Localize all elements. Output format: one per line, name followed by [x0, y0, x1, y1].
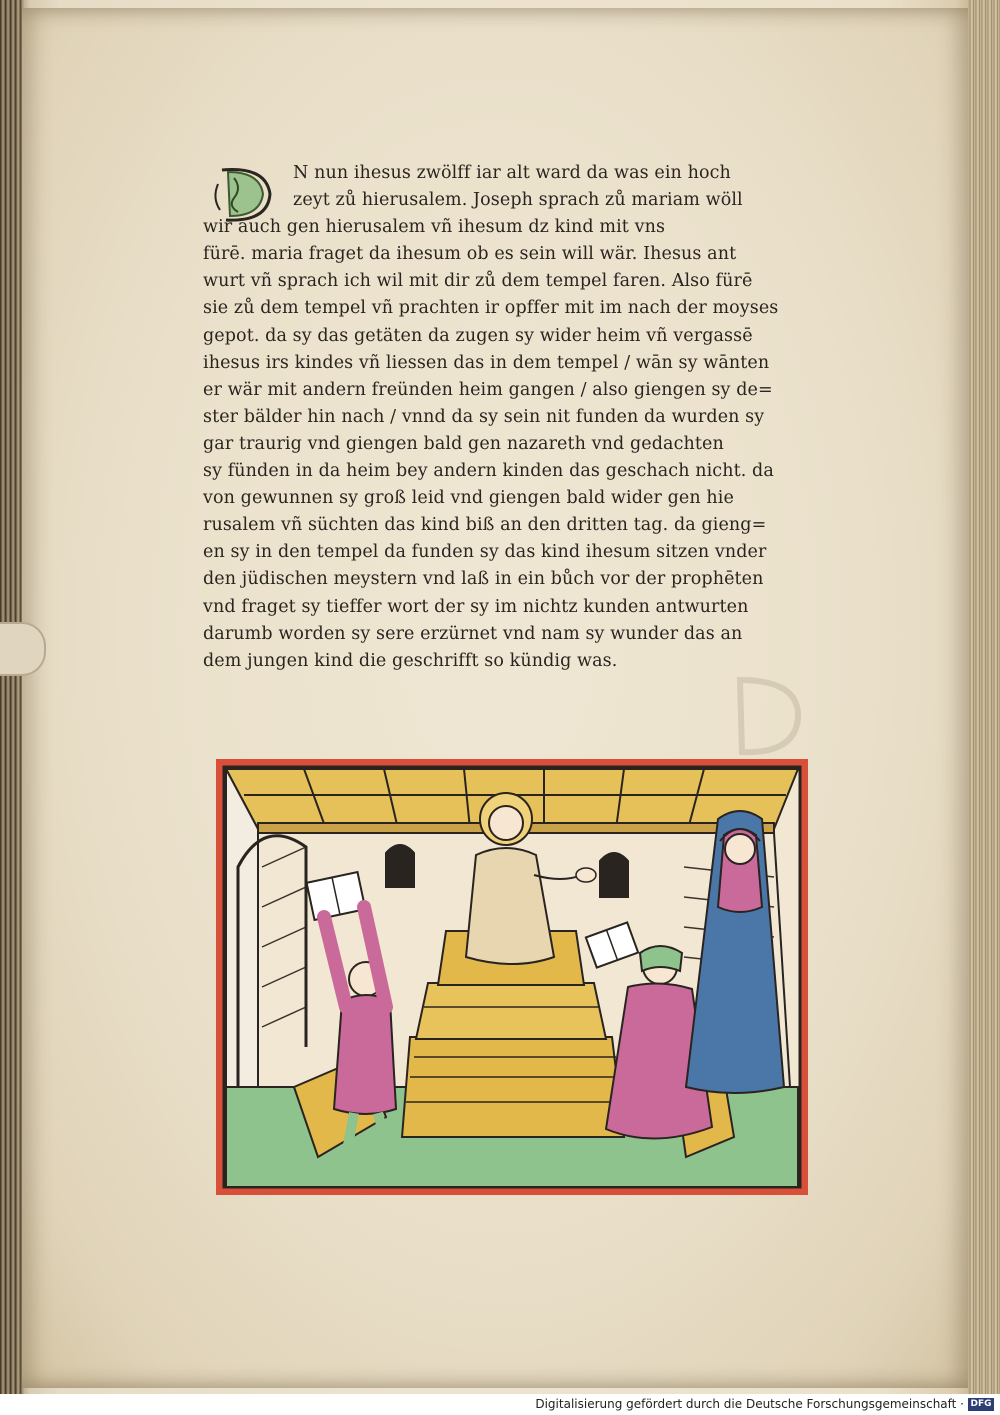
- footer-bar: [0, 1394, 1000, 1415]
- text-line: ihesus irs kindes vñ liessen das in dem tempel / wān sy wānten: [203, 352, 770, 373]
- text-line: den jüdischen meystern vnd laß in ein bůch vor der prophēten: [203, 569, 764, 590]
- text-line: darumb worden sy sere erzürnet vnd nam sy wunder das an: [203, 623, 743, 644]
- woodcut-illustration: [214, 757, 810, 1197]
- text-line: en sy in den tempel da funden sy das kind ihesum sitzen vnder: [203, 542, 767, 563]
- window-left: [386, 845, 414, 887]
- text-line: sie zů dem tempel vñ prachten ir opffer mit im nach der moyses: [203, 298, 779, 319]
- text-line: vnd fraget sy tieffer wort der sy im nichtz kunden antwurten: [203, 596, 749, 617]
- window-right: [600, 853, 628, 897]
- clip-tab: [0, 622, 46, 676]
- text-line: ster bälder hin nach / vnnd da sy sein nit funden da wurden sy: [203, 406, 765, 427]
- text-line: gepot. da sy das getäten da zugen sy wider heim vñ vergassē: [203, 325, 753, 346]
- text-line: rusalem vñ süchten das kind biß an den dritten tag. da gieng=: [203, 515, 767, 536]
- text-line: gar traurig vnd giengen bald gen nazareth vnd gedachten: [203, 433, 724, 454]
- text-line: wurt vñ sprach ich wil mit dir zů dem tempel faren. Also fürē: [203, 271, 753, 292]
- right-page-edges: [968, 0, 1000, 1394]
- text-line: N nun ihesus zwölff iar alt ward da was ein hoch: [293, 163, 731, 183]
- text-line: sy fünden in da heim bey andern kinden das geschach nicht. da: [203, 461, 774, 482]
- text-line: wir auch gen hierusalem vñ ihesum dz kind mit vns: [203, 217, 666, 238]
- main-text: [203, 160, 833, 675]
- show-through-initial: [720, 670, 810, 760]
- dfg-logo: DFG: [968, 1398, 994, 1411]
- text-line: fürē. maria fraget da ihesum ob es sein will wär. Ihesus ant: [203, 244, 737, 265]
- text-line: dem jungen kind die geschrifft so kündig was.: [203, 650, 618, 671]
- text-line: zeyt zů hierusalem. Joseph sprach zů mariam wöll: [293, 190, 743, 211]
- text-line: von gewunnen sy groß leid vnd giengen bald wider gen hie: [203, 488, 734, 509]
- footer-credit: Digitalisierung gefördert durch die Deutsche Forschungsgemeinschaft ·: [535, 1397, 964, 1411]
- left-page-edges: [0, 0, 24, 1394]
- text-line: er wär mit andern freünden heim gangen / also giengen sy de=: [203, 379, 773, 400]
